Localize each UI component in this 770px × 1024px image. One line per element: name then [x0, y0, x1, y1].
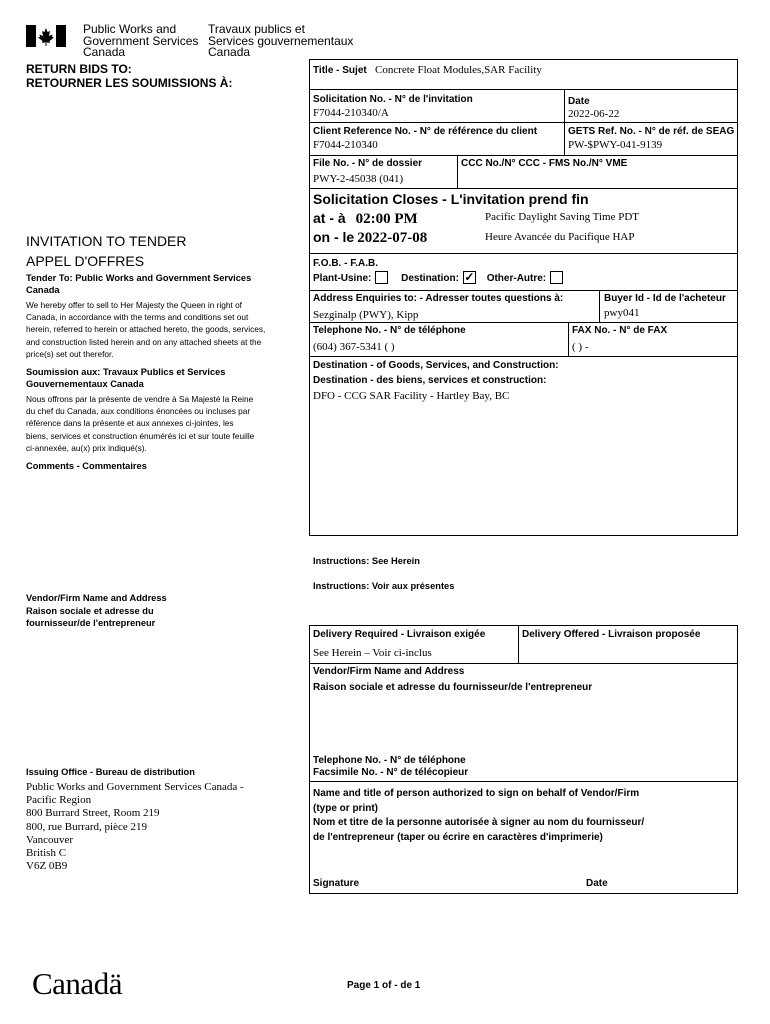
gets-reference-value: PW-$PWY-041-9139 [568, 139, 663, 151]
address-enquiries-label: Address Enquiries to: - Adresser toutes questions à: [313, 293, 564, 304]
title-label: Title - Sujet [313, 65, 367, 76]
vendor-name-field[interactable] [313, 696, 733, 752]
vendor-name-label-fr: Raison sociale et adresse du fournisseur/de l'entrepreneur [313, 682, 593, 693]
closing-date-value: 2022-07-08 [357, 230, 428, 246]
delivery-offered-label: Delivery Offered - Livraison proposée [522, 629, 701, 640]
client-reference-label: Client Reference No. - N° de référence du client [313, 126, 538, 137]
destination-goods-label-fr: Destination - des biens, services et construction: [313, 375, 547, 386]
soumission-offer-text: Nous offrons par la présente de vendre à Sa Majesté la Reine du chef du Canada, aux conditions énoncées ou incluses par référence dans la présente et aux annexes ci-jointes, les biens, services et construction énumérés ici et sur toute feuille ci-annexée, au(x) prix indiqué(s). [26, 394, 255, 453]
fax-value: ( ) - [572, 341, 589, 353]
tender-offer-text: We hereby offer to sell to Her Majesty the Queen in right of Canada, in accordance with the terms and conditions set out herein, referred to herein or attached hereto, the goods, services, and construction listed herein and on any attached sheets at the price(s) set out therefor. [26, 300, 266, 359]
fax-label: FAX No. - N° de FAX [572, 325, 668, 336]
issuing-office-address: Public Works and Government Services Canada - Pacific Region 800 Burrard Street, Room 219 800, rue Burrard, pièce 219 Vancouver British C V6Z 0B9 [26, 781, 244, 873]
ccc-number-label: CCC No./N° CCC - FMS No./N° VME [461, 158, 628, 169]
delivery-required-label: Delivery Required - Livraison exigée [313, 629, 486, 640]
file-number-value: PWY-2-45038 (041) [313, 173, 404, 185]
closing-date-row: on - le 2022-07-08 [313, 229, 428, 246]
tender-to-label: Tender To: Public Works and Government Services Canada [26, 273, 252, 295]
invitation-heading: INVITATION TO TENDER APPEL D'OFFRES [26, 233, 187, 269]
buyer-id-label: Buyer Id - Id de l'acheteur [604, 293, 726, 304]
date-label: Date [568, 96, 590, 107]
buyer-id-value: pwy041 [604, 307, 640, 319]
gets-reference-label: GETS Ref. No. - N° de réf. de SEAG [568, 126, 735, 137]
telephone-label: Telephone No. - N° de téléphone [313, 325, 466, 336]
plant-checkbox[interactable] [375, 271, 388, 284]
address-enquiries-value: Sezginalp (PWY), Kipp [313, 309, 419, 321]
vendor-firm-label-left: Vendor/Firm Name and Address Raison sociale et adresse du fournisseur/de l'entrepreneur [26, 593, 167, 628]
canada-wordmark: Canadä [32, 966, 122, 1001]
soumission-aux-label: Soumission aux: Travaux Publics et Services Gouvernementaux Canada [26, 367, 226, 389]
issuing-office-label: Issuing Office - Bureau de distribution [26, 767, 195, 777]
return-bids-heading: RETURN BIDS TO: RETOURNER LES SOUMISSIONS À: [26, 62, 233, 90]
solicitation-closes-label: Solicitation Closes - L'invitation prend fin [313, 191, 589, 207]
authorized-person-label: Name and title of person authorized to sign on behalf of Vendor/Firm (type or print) Nom et titre de la personne autorisée à signer au nom du fournisseur/ de l'entrepreneur (taper ou écrire en caractères d'imprimerie) [313, 788, 645, 843]
signature-label: Signature [313, 878, 360, 889]
destination-goods-value: DFO - CCG SAR Facility - Hartley Bay, BC [313, 390, 510, 402]
timezone-en: Pacific Daylight Saving Time PDT [485, 211, 639, 223]
vendor-name-label: Vendor/Firm Name and Address [313, 666, 465, 677]
solicitation-value: F7044-210340/A [313, 107, 389, 119]
title-value: Concrete Float Modules,SAR Facility [375, 64, 542, 76]
fob-options: Plant-Usine: Destination: ✓ Other-Autre: [313, 272, 569, 285]
fob-label: F.O.B. - F.A.B. [313, 258, 378, 269]
comments-label: Comments - Commentaires [26, 461, 147, 471]
date-value: 2022-06-22 [568, 108, 620, 120]
page-number: Page 1 of - de 1 [347, 980, 421, 991]
vendor-facsimile-label: Facsimile No. - N° de télécopieur [313, 767, 469, 778]
solicitation-label: Solicitation No. - N° de l'invitation [313, 94, 473, 105]
other-checkbox[interactable] [550, 271, 563, 284]
department-name-en: Public Works and Government Services Canada [83, 22, 199, 59]
file-number-label: File No. - N° de dossier [313, 158, 423, 169]
department-name-fr: Travaux publics et Services gouvernementaux Canada [208, 22, 354, 59]
vendor-telephone-label: Telephone No. - N° de téléphone [313, 755, 466, 766]
closing-time-row: at - à 02:00 PM [313, 210, 418, 227]
signature-date-label: Date [586, 878, 608, 889]
authorized-person-field[interactable] [313, 846, 733, 872]
destination-goods-label-en: Destination - of Goods, Services, and Construction: [313, 360, 559, 371]
instructions-fr: Instructions: Voir aux présentes [313, 581, 455, 591]
timezone-fr: Heure Avancée du Pacifique HAP [485, 231, 635, 243]
instructions-en: Instructions: See Herein [313, 556, 420, 566]
closing-time-value: 02:00 PM [355, 211, 418, 227]
telephone-value: (604) 367-5341 ( ) [313, 341, 395, 353]
destination-checkbox[interactable]: ✓ [464, 270, 475, 284]
client-reference-value: F7044-210340 [313, 139, 378, 151]
canada-flag-icon [26, 25, 66, 47]
delivery-required-value: See Herein – Voir ci-inclus [313, 647, 432, 659]
